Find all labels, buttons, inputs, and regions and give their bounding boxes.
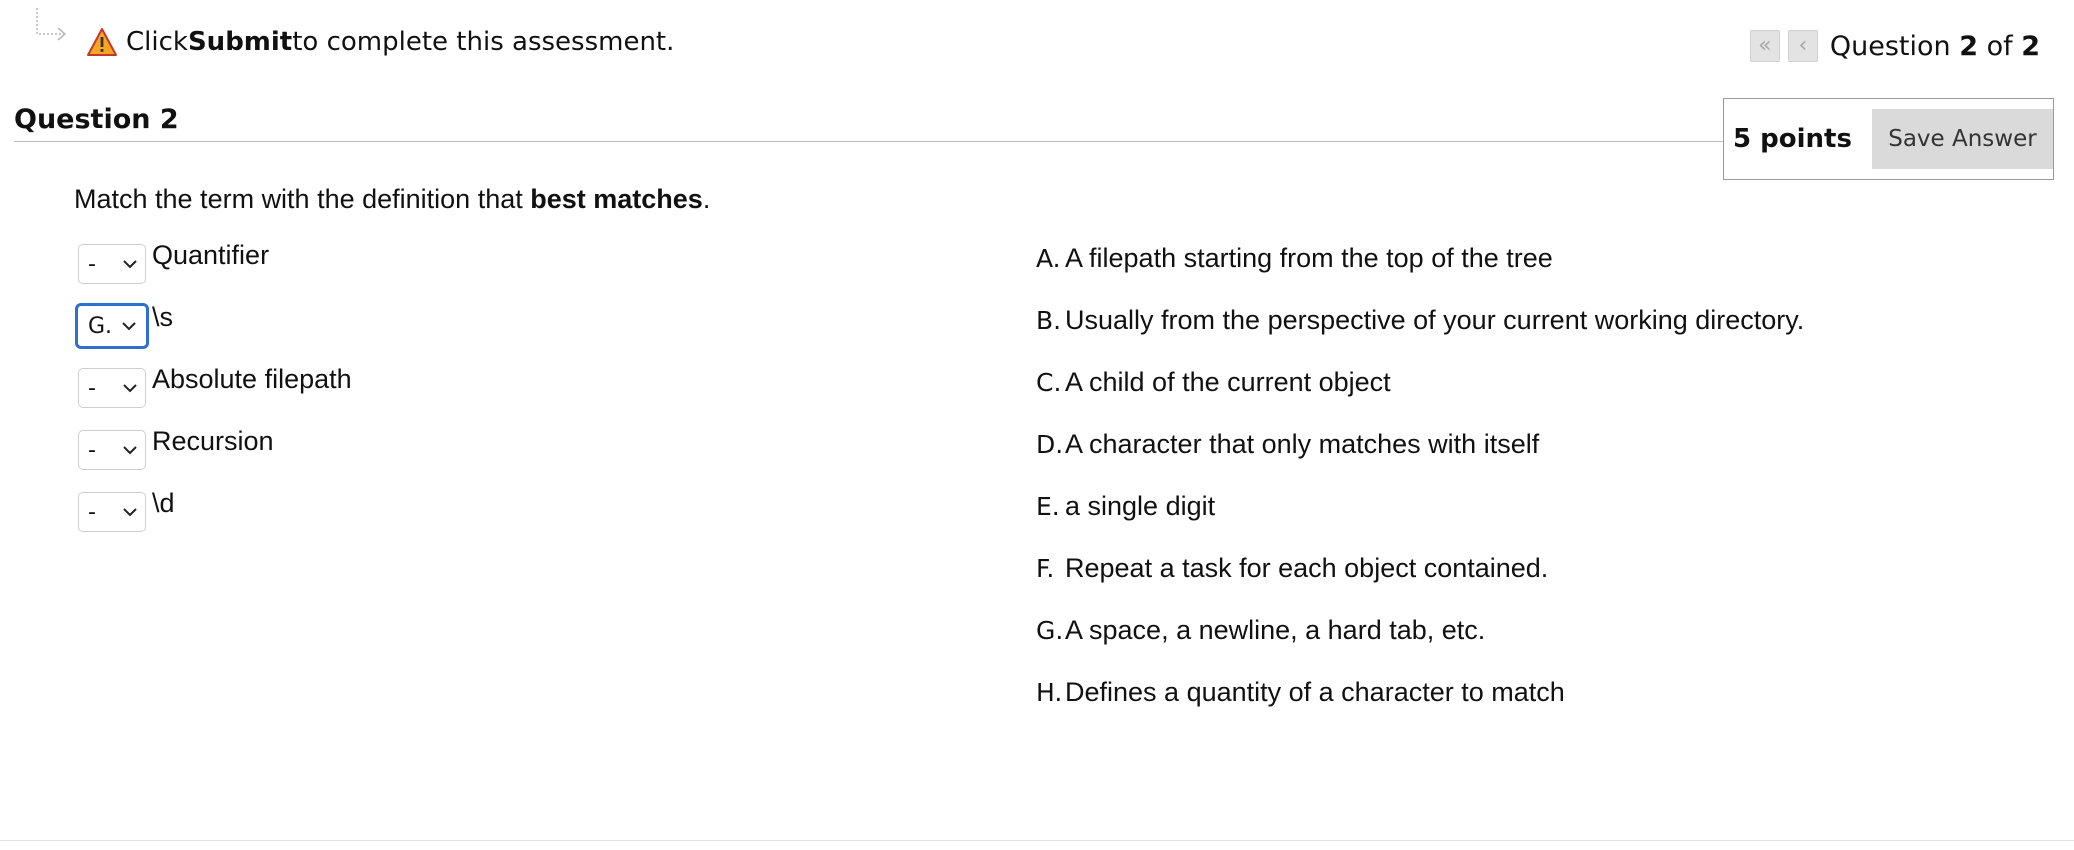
definition-row (1036, 367, 2036, 429)
term-row (78, 426, 878, 492)
definition-row (1036, 243, 2036, 305)
chevron-down-icon (120, 320, 138, 332)
submit-notice (86, 22, 674, 62)
first-question-button[interactable] (1750, 30, 1780, 62)
definition-text: A child of the current object (1065, 367, 1391, 397)
counter-prefix: Question (1829, 30, 1960, 62)
definition-text: Usually from the perspective of your current working directory. (1065, 305, 1805, 335)
definition-letter: A. (1036, 244, 1061, 273)
points-panel (1723, 98, 2054, 180)
term-row (78, 488, 878, 554)
counter-total: 2 (2021, 30, 2040, 62)
chevron-left-icon: ‹ (1798, 33, 1808, 58)
definition-text: Defines a quantity of a character to match (1065, 677, 1565, 707)
counter-middle: of (1978, 30, 2022, 62)
term-answer-select[interactable] (75, 303, 149, 349)
notice-submit-word: Submit (187, 27, 293, 57)
definition-row (1036, 553, 2036, 615)
select-value: - (88, 499, 96, 525)
footer-divider (0, 840, 2074, 841)
chevron-down-icon (121, 258, 139, 270)
term-label: \s (152, 302, 174, 332)
definition-text: Repeat a task for each object contained. (1065, 553, 1549, 583)
definition-text: A filepath starting from the top of the tree (1065, 243, 1553, 273)
points-label: 5 points (1733, 124, 1852, 154)
term-row (78, 240, 878, 306)
counter-current: 2 (1959, 30, 1978, 62)
definition-letter: E. (1036, 492, 1060, 521)
definition-text: a single digit (1065, 491, 1216, 521)
chevron-down-icon (121, 382, 139, 394)
question-pager (1750, 26, 2040, 66)
save-answer-button[interactable]: Save Answer (1872, 109, 2053, 169)
definitions-list (1036, 243, 2036, 739)
definition-letter: H. (1036, 678, 1063, 707)
instruction-suffix: . (702, 184, 711, 214)
chevron-down-icon (121, 444, 139, 456)
select-value: - (88, 375, 96, 401)
terms-list (78, 240, 878, 554)
instruction-bold: best matches (530, 184, 703, 214)
heading-divider (14, 141, 1724, 142)
definition-letter: B. (1036, 306, 1062, 335)
definition-letter: F. (1036, 554, 1055, 583)
select-value: G. (88, 313, 113, 339)
question-instruction (74, 184, 710, 215)
question-title: Question 2 (14, 104, 179, 135)
question-counter (1830, 31, 2040, 62)
term-answer-select[interactable] (78, 368, 146, 408)
warning-icon (86, 27, 118, 57)
term-answer-select[interactable] (78, 492, 146, 532)
tree-connector-icon (34, 6, 70, 42)
term-answer-select[interactable] (78, 430, 146, 470)
term-answer-select[interactable] (78, 244, 146, 284)
term-label: \d (152, 488, 175, 518)
instruction-prefix: Match the term with the definition that (74, 184, 531, 214)
select-value: - (88, 251, 96, 277)
select-value: - (88, 437, 96, 463)
term-label: Absolute filepath (152, 364, 352, 394)
chevron-down-icon (121, 506, 139, 518)
notice-suffix: to complete this assessment. (292, 27, 675, 57)
term-label: Quantifier (152, 240, 270, 270)
term-row (78, 302, 878, 368)
definition-row (1036, 677, 2036, 739)
definition-letter: D. (1036, 430, 1064, 459)
previous-question-button[interactable] (1788, 30, 1818, 62)
definition-letter: G. (1036, 616, 1064, 645)
double-chevron-left-icon: « (1758, 33, 1772, 58)
definition-row (1036, 615, 2036, 677)
definition-row (1036, 305, 2036, 367)
term-row (78, 364, 878, 430)
definition-row (1036, 429, 2036, 491)
definition-text: A space, a newline, a hard tab, etc. (1065, 615, 1486, 645)
notice-prefix: Click (126, 27, 188, 57)
term-label: Recursion (152, 426, 274, 456)
definition-text: A character that only matches with itself (1065, 429, 1540, 459)
definition-letter: C. (1036, 368, 1062, 397)
definition-row (1036, 491, 2036, 553)
